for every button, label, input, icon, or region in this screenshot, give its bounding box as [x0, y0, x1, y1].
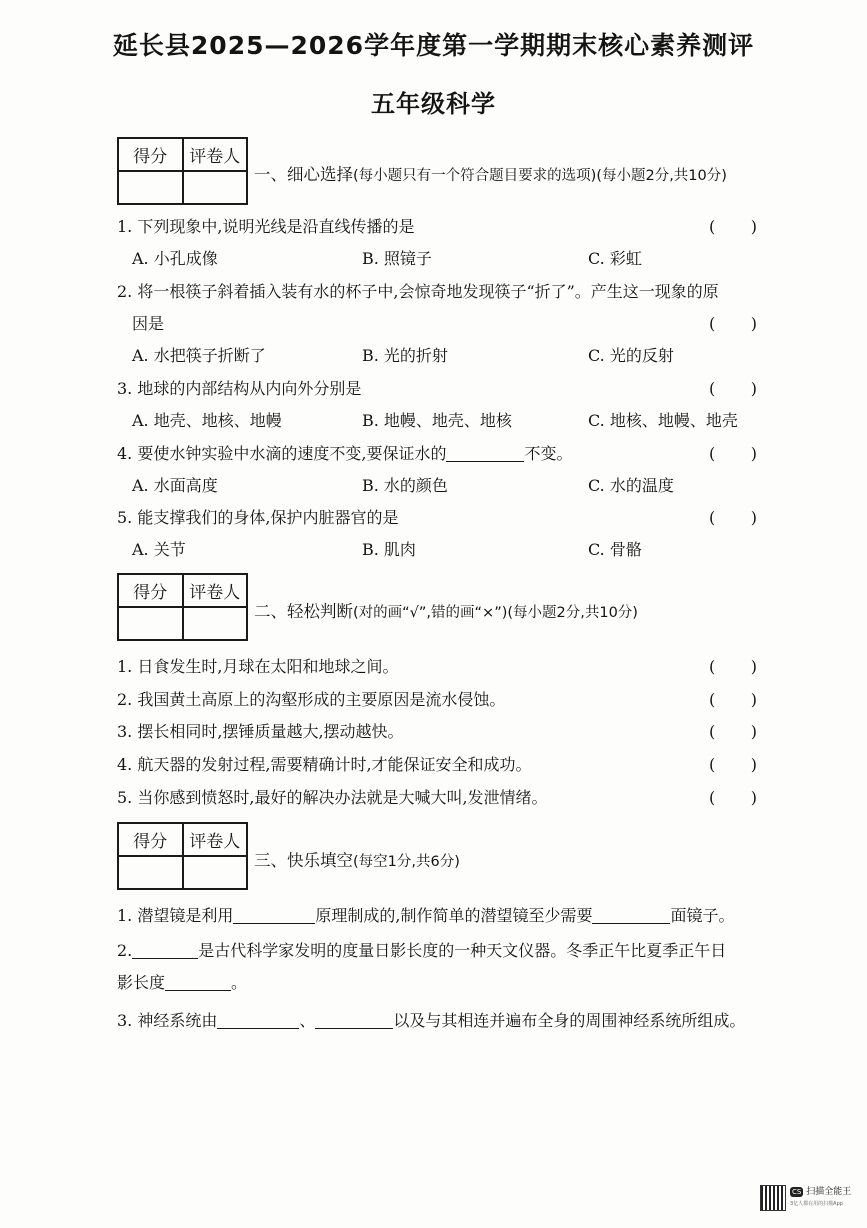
fill-question-continued [117, 972, 757, 994]
question-text: 。 [231, 973, 248, 992]
score-cell[interactable] [118, 856, 183, 889]
qr-code-icon [760, 1185, 786, 1211]
question-text: 不变。 [524, 444, 573, 463]
question-text: 5. 能支撑我们的身体,保护内脏器官的是 [117, 508, 399, 527]
answer-paren[interactable]: ( ) [709, 788, 757, 807]
question-text: 影长度 [117, 973, 166, 992]
option-b: B. 肌肉 [362, 540, 416, 559]
option-c: C. 地核、地幔、地壳 [588, 411, 738, 430]
cs-logo-icon: CS [792, 1187, 802, 1196]
fill-blank[interactable] [132, 942, 198, 959]
section2-heading [254, 598, 638, 622]
section2-title: 二、轻松判断 [254, 602, 353, 621]
judge-item [117, 689, 757, 711]
fill-blank[interactable] [315, 1012, 393, 1029]
grader-label: 评卷人 [183, 574, 248, 607]
judge-item [117, 754, 757, 776]
score-box-1 [117, 137, 248, 205]
score-label: 得分 [118, 823, 183, 856]
fill-blank[interactable] [217, 1012, 299, 1029]
option-b: B. 地幔、地壳、地核 [362, 411, 512, 430]
section2-note: (对的画“√”,错的画“×”)(每小题2分,共10分) [353, 605, 638, 621]
question-text: 4. 航天器的发射过程,需要精确计时,才能保证安全和成功。 [117, 755, 532, 774]
fill-question [117, 905, 757, 927]
question-text: 2. [117, 941, 133, 960]
answer-paren[interactable]: ( ) [709, 508, 757, 527]
option-b: B. 光的折射 [362, 346, 448, 365]
section1-title: 一、细心选择 [254, 165, 353, 184]
judge-item [117, 721, 757, 743]
section3-heading [254, 847, 460, 871]
question-text: 1. 潜望镜是利用 [117, 906, 234, 925]
answer-paren[interactable]: ( ) [709, 690, 757, 709]
score-label: 得分 [118, 574, 183, 607]
section1-note: (每小题只有一个符合题目要求的选项)(每小题2分,共10分) [353, 168, 727, 184]
question [117, 443, 757, 465]
score-cell[interactable] [118, 171, 183, 204]
question-text: 、 [299, 1011, 316, 1030]
answer-paren[interactable]: ( ) [709, 314, 757, 333]
answer-paren[interactable]: ( ) [709, 722, 757, 741]
question-text: 1. 下列现象中,说明光线是沿直线传播的是 [117, 217, 415, 236]
question [117, 378, 757, 400]
fill-blank[interactable] [446, 445, 524, 462]
scanner-watermark [760, 1178, 856, 1218]
question-text: 3. 摆长相同时,摆锤质量越大,摆动越快。 [117, 722, 404, 741]
grader-cell[interactable] [183, 171, 248, 204]
question-text: 原理制成的,制作简单的潜望镜至少需要 [315, 906, 593, 925]
watermark-tagline: 3亿人都在用的扫描App [790, 1200, 843, 1207]
option-c: C. 骨骼 [588, 540, 642, 559]
option-a: A. 小孔成像 [132, 249, 218, 268]
fill-question [117, 1010, 757, 1032]
judge-item [117, 787, 757, 809]
answer-paren[interactable]: ( ) [709, 755, 757, 774]
score-label: 得分 [118, 138, 183, 171]
answer-paren[interactable]: ( ) [709, 379, 757, 398]
score-box-3 [117, 822, 248, 890]
fill-blank[interactable] [592, 907, 670, 924]
question-text: 1. 日食发生时,月球在太阳和地球之间。 [117, 657, 399, 676]
question-text: 2. 将一根筷子斜着插入装有水的杯子中,会惊奇地发现筷子“折了”。产生这一现象的原 [117, 282, 719, 301]
score-box-2 [117, 573, 248, 641]
option-b: B. 照镜子 [362, 249, 432, 268]
option-a: A. 关节 [132, 540, 186, 559]
grader-cell[interactable] [183, 856, 248, 889]
question-text: 因是 [132, 314, 165, 333]
question [117, 216, 757, 238]
question-text: 3. 地球的内部结构从内向外分别是 [117, 379, 362, 398]
question-text: 5. 当你感到愤怒时,最好的解决办法就是大喊大叫,发泄情绪。 [117, 788, 548, 807]
question [117, 507, 757, 529]
answer-paren[interactable]: ( ) [709, 657, 757, 676]
watermark-brand: 扫描全能王 [806, 1186, 852, 1197]
score-cell[interactable] [118, 607, 183, 640]
question-text: 以及与其相连并遍布全身的周围神经系统所组成。 [393, 1011, 746, 1030]
option-b: B. 水的颜色 [362, 476, 448, 495]
grader-label: 评卷人 [183, 138, 248, 171]
question-text: 2. 我国黄土高原上的沟壑形成的主要原因是流水侵蚀。 [117, 690, 506, 709]
exam-subtitle: 五年级科学 [371, 90, 496, 118]
section3-title: 三、快乐填空 [254, 851, 353, 870]
section3-note: (每空1分,共6分) [353, 854, 460, 870]
option-c: C. 水的温度 [588, 476, 674, 495]
option-c: C. 彩虹 [588, 249, 642, 268]
section1-heading [254, 161, 727, 185]
question-text: 4. 要使水钟实验中水滴的速度不变,要保证水的 [117, 444, 447, 463]
judge-item [117, 656, 757, 678]
option-a: A. 地壳、地核、地幔 [132, 411, 282, 430]
fill-blank[interactable] [233, 907, 315, 924]
answer-paren[interactable]: ( ) [709, 217, 757, 236]
question-continued [132, 313, 757, 335]
question-text: 面镜子。 [670, 906, 735, 925]
option-a: A. 水面高度 [132, 476, 218, 495]
option-a: A. 水把筷子折断了 [132, 346, 266, 365]
question-text: 是古代科学家发明的度量日影长度的一种天文仪器。冬季正午比夏季正午日 [198, 941, 727, 960]
grader-label: 评卷人 [183, 823, 248, 856]
exam-title: 延长县2025—2026学年度第一学期期末核心素养测评 [112, 31, 755, 60]
option-c: C. 光的反射 [588, 346, 674, 365]
answer-paren[interactable]: ( ) [709, 444, 757, 463]
watermark-text [790, 1187, 851, 1210]
fill-question [117, 940, 757, 962]
question [117, 281, 757, 303]
grader-cell[interactable] [183, 607, 248, 640]
fill-blank[interactable] [165, 974, 231, 991]
question-text: 3. 神经系统由 [117, 1011, 218, 1030]
